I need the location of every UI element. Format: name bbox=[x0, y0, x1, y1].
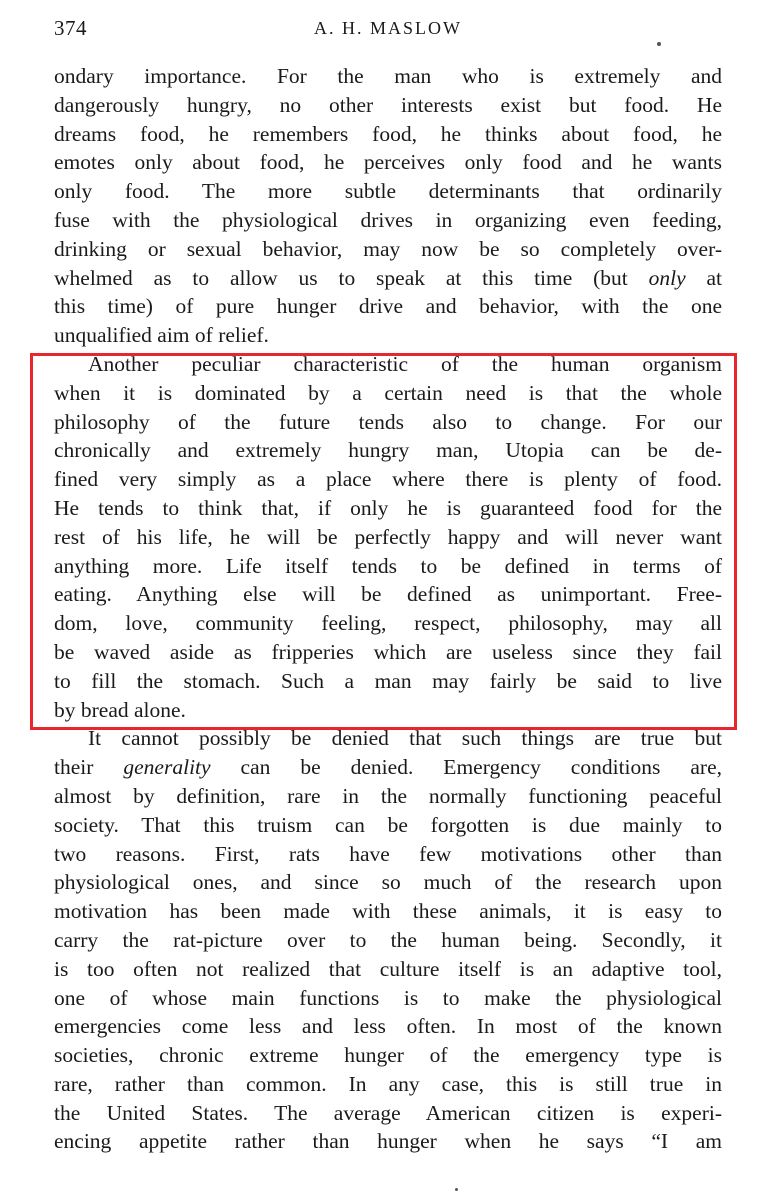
text-line: drinking or sexual behavior, may now be so completely over- bbox=[54, 236, 722, 261]
page-number: 374 bbox=[54, 16, 87, 40]
text-line: unqualified aim of relief. bbox=[54, 323, 269, 348]
page-header bbox=[54, 14, 722, 48]
text-line: physiological ones, and since so much of the research upon bbox=[54, 870, 722, 895]
text-line: to fill the stomach. Such a man may fairly be said to live bbox=[54, 668, 722, 693]
text-line: dangerously hungry, no other interests exist but food. He bbox=[54, 92, 722, 117]
text-line: emergencies come less and less often. In most of the known bbox=[54, 1014, 722, 1039]
text-line: encing appetite rather than hunger when he says “I am bbox=[54, 1129, 722, 1154]
text-line: fuse with the physiological drives in organizing even feeding, bbox=[54, 207, 722, 232]
text-line: rare, rather than common. In any case, this is still true in bbox=[54, 1071, 722, 1096]
print-speck bbox=[657, 42, 661, 46]
text-line: eating. Anything else will be defined as unimportant. Free- bbox=[54, 582, 722, 607]
text-run: can be denied. Emergency conditions are, bbox=[210, 755, 722, 780]
body-text bbox=[54, 62, 722, 1156]
emphasis-generality: generality bbox=[123, 755, 211, 780]
text-line: two reasons. First, rats have few motivations other than bbox=[54, 841, 722, 866]
text-line: Another peculiar characteristic of the human organism bbox=[88, 351, 722, 376]
text-line: philosophy of the future tends also to change. For our bbox=[54, 409, 722, 434]
text-line: by bread alone. bbox=[54, 697, 186, 722]
text-line: chronically and extremely hungry man, Utopia can be de- bbox=[54, 438, 722, 463]
text-line: He tends to think that, if only he is guaranteed food for the bbox=[54, 495, 722, 520]
text-line: almost by definition, rare in the normally functioning peaceful bbox=[54, 783, 722, 808]
text-line: emotes only about food, he perceives only food and he wants bbox=[54, 150, 722, 175]
text-line: fined very simply as a place where there is plenty of food. bbox=[54, 467, 722, 492]
text-line bbox=[54, 264, 722, 293]
text-line: be waved aside as fripperies which are useless since they fail bbox=[54, 639, 722, 664]
text-line: rest of his life, he will be perfectly happy and will never want bbox=[54, 524, 722, 549]
text-line: when it is dominated by a certain need is that the whole bbox=[54, 380, 722, 405]
text-line: anything more. Life itself tends to be defined in terms of bbox=[54, 553, 722, 578]
paragraph-1 bbox=[54, 62, 722, 350]
text-line: this time) of pure hunger drive and behavior, with the one bbox=[54, 294, 722, 319]
text-line: societies, chronic extreme hunger of the emergency type is bbox=[54, 1043, 722, 1068]
print-speck bbox=[455, 1188, 458, 1191]
text-line: motivation has been made with these animals, it is easy to bbox=[54, 899, 722, 924]
text-line: dom, love, community feeling, respect, philosophy, may all bbox=[54, 611, 722, 636]
text-line: is too often not realized that culture itself is an adaptive tool, bbox=[54, 956, 722, 981]
paragraph-2 bbox=[54, 350, 722, 724]
text-line: only food. The more subtle determinants that ordinarily bbox=[54, 179, 722, 204]
text-line: one of whose main functions is to make the physiological bbox=[54, 985, 722, 1010]
text-line: carry the rat-picture over to the human being. Secondly, it bbox=[54, 927, 722, 952]
paragraph-3 bbox=[54, 724, 722, 1156]
running-head: A. H. MASLOW bbox=[314, 18, 462, 38]
text-run: at bbox=[685, 265, 722, 290]
emphasis-only: only bbox=[648, 265, 686, 290]
text-line bbox=[54, 753, 722, 782]
text-line: the United States. The average American citizen is experi- bbox=[54, 1100, 722, 1125]
text-line: society. That this truism can be forgotten is due mainly to bbox=[54, 812, 722, 837]
text-line: dreams food, he remembers food, he thinks about food, he bbox=[54, 121, 722, 146]
text-line: It cannot possibly be denied that such things are true but bbox=[88, 726, 722, 751]
text-run: whelmed as to allow us to speak at this time (but bbox=[54, 265, 649, 290]
text-run: their bbox=[54, 755, 124, 780]
text-line: ondary importance. For the man who is extremely and bbox=[54, 64, 722, 88]
